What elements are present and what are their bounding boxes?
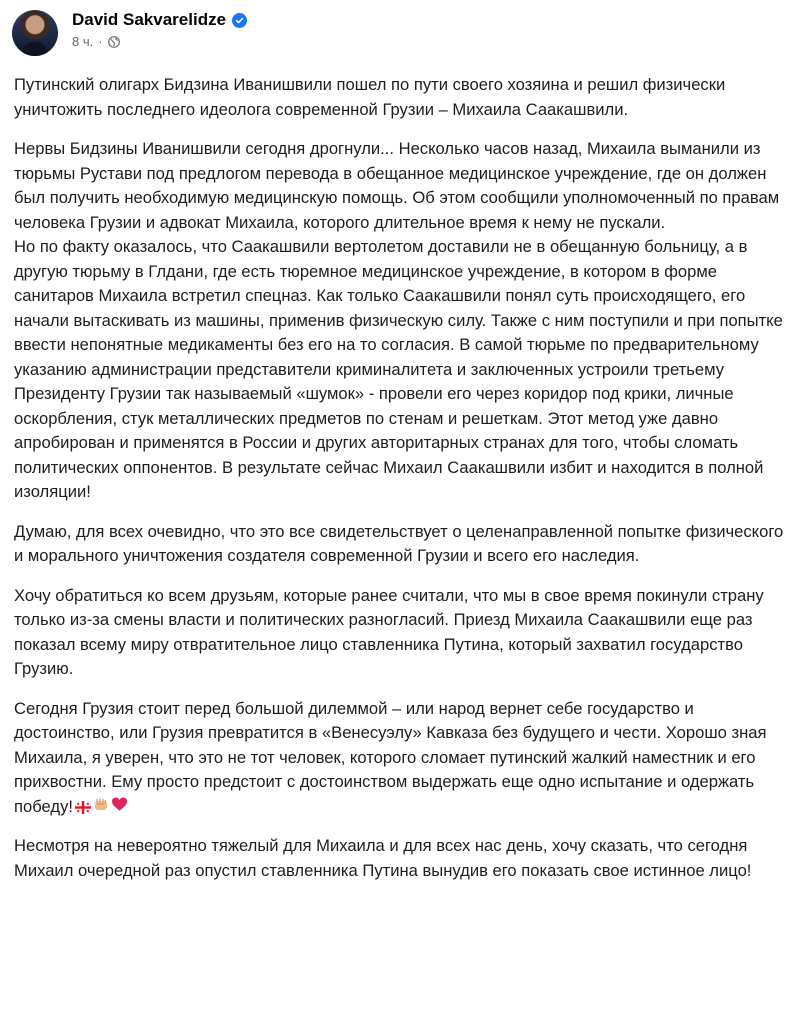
- red-heart-icon: [111, 795, 128, 811]
- post-paragraph-3: Но по факту оказалось, что Саакашвили вертолетом доставили не в обещанную больницу, а в другую тюрьму в Глдани, где есть тюремное медицинское учреждение, в котором в форме санитаров Михаила встретил спецназ. Как только Саакашвили понял суть происходящего, его начали вытаскивать из машины, применив физическую силу. Также с ним поступили и при попытке ввести непонятные медикаменты без его на то согласия. В самой тюрьме по предварительному указанию администрации представители криминалитета и заключенных устроили третьему Президенту Грузии так называемый «шумок» - провели его через коридор под крики, личные оскорбления, стук металлических предметов по стенам и решеткам. Этот метод уже давно апробирован и применятся в России и других авторитарных странах для того, чтобы сломать политических оппонентов. В результате сейчас Михаил Саакашвили избит и находится в полной изоляции!: [14, 237, 783, 501]
- globe-icon[interactable]: [108, 36, 120, 48]
- georgian-flag-icon: [75, 797, 91, 810]
- post-paragraph-4: Думаю, для всех очевидно, что это все свидетельствует о целенаправленной попытке физического и морального уничтожения создателя современной Грузии и всего его наследия.: [14, 521, 784, 565]
- avatar[interactable]: [12, 10, 58, 56]
- post-paragraph-6: [14, 697, 786, 820]
- post-paragraph-1: Путинский олигарх Бидзина Иванишвили пошел по пути своего хозяина и решил физически уничтожить последнего идеолога современной Грузии – Михаила Саакашвили.: [14, 75, 726, 119]
- verified-check-icon: [232, 13, 247, 28]
- post-timestamp[interactable]: 8 ч.: [72, 34, 94, 49]
- post-header: [12, 8, 247, 56]
- author-name[interactable]: David Sakvarelidze: [72, 10, 227, 29]
- post-paragraph-5: Хочу обратиться ко всем друзьям, которые ранее считали, что мы в свое время покинули страну только из-за смены власти и политических разногласий. Приезд Михаила Саакашвили еще раз показал всему миру отвратительное лицо ставленника Путина, который захватил государство Грузию.: [14, 585, 764, 678]
- post-meta: [72, 8, 247, 49]
- post-paragraph-6-text: Сегодня Грузия стоит перед большой дилеммой – или народ вернет себе государство и достоинство, или Грузия превратится в «Венесуэлу» Кавказа без будущего и чести. Хорошо зная Михаила, я уверен, что это не тот человек, которого сломает путинский жалкий наместник и его прихвостни. Ему просто предстоит с достоинством выдержать еще одно испытание и одержать победу!: [14, 698, 767, 816]
- post-paragraph-7: Несмотря на невероятно тяжелый для Михаила и для всех нас день, хочу сказать, что сегодня Михаил очередной раз опустил ставленника Путина вынудив его показать свое истинное лицо!: [14, 836, 752, 880]
- post-body: [14, 73, 786, 898]
- fist-icon: [93, 795, 109, 811]
- separator-dot: ·: [98, 34, 103, 49]
- post-paragraph-2: Нервы Бидзины Иванишвили сегодня дрогнули... Несколько часов назад, Михаила выманили из тюрьмы Рустави под предлогом перевода в обещанное медицинское учреждение, где он должен был получить необходимую медицинскую помощь. Об этом сообщили уполномоченный по правам человека Грузии и адвокат Михаила, которого длительное время к нему не пускали.: [14, 139, 780, 232]
- emoji-group: [75, 795, 128, 811]
- author-row: [72, 10, 247, 30]
- post-subline: [72, 34, 247, 49]
